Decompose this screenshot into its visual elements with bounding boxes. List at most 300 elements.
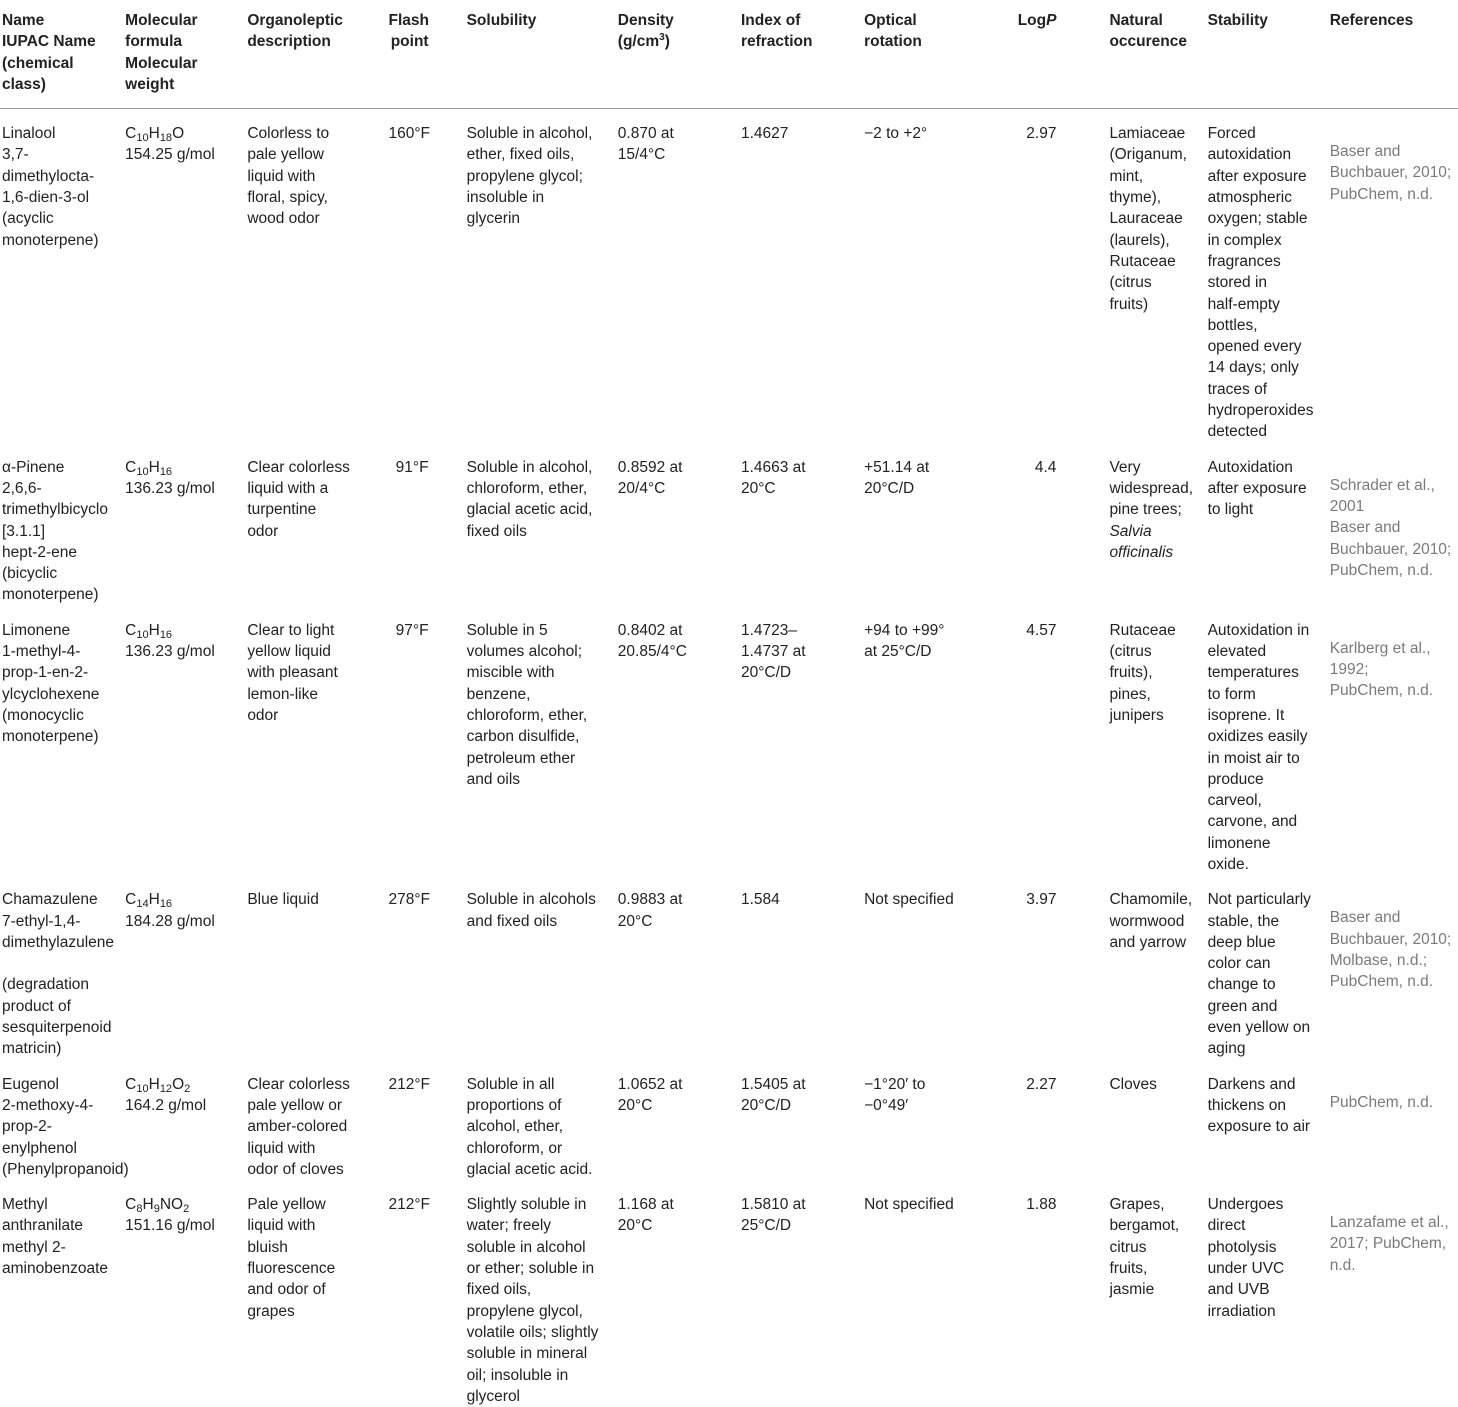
- cell-line: 3,7-: [2, 146, 29, 164]
- cell-line: soluble in alcohol: [466, 1238, 586, 1256]
- cell-line: ylcyclohexene: [2, 685, 100, 703]
- cell-flash-point: 212°F: [388, 1196, 431, 1214]
- cell-references: [1328, 1180, 1458, 1407]
- cell-line: opened every: [1207, 338, 1302, 356]
- cell-line: monoterpene): [2, 231, 99, 249]
- cell-line: monoterpene): [2, 728, 99, 746]
- cell-line: Forced: [1207, 125, 1256, 143]
- table-row: [0, 443, 1458, 606]
- cell-line: Methyl: [2, 1196, 48, 1214]
- cell-formula: [123, 109, 245, 443]
- cell-line: carbon disulfide,: [466, 728, 580, 746]
- cell-line: elevated: [1207, 643, 1267, 661]
- cell-line: +51.14 at: [864, 458, 930, 476]
- cell-line: Very: [1109, 458, 1141, 476]
- cell-line: 25°C/D: [740, 1217, 792, 1235]
- cell-organoleptic: [245, 1180, 386, 1407]
- cell-flash-point: 212°F: [388, 1075, 431, 1093]
- cell-line: PubChem, n.d.: [1329, 185, 1434, 203]
- cell-line: dimethylazulene: [2, 933, 115, 951]
- cell-line: 1.168 at: [617, 1196, 674, 1214]
- cell-line: citrus: [1109, 1238, 1147, 1256]
- cell-line: limonene: [1207, 834, 1271, 852]
- cell-line: 20°C/D: [740, 664, 792, 682]
- cell-line: direct: [1207, 1217, 1246, 1235]
- cell-line: Eugenol: [2, 1075, 59, 1093]
- cell-name: [0, 606, 123, 876]
- cell-line: detected: [1207, 423, 1268, 441]
- cell-line: and fixed oils: [466, 912, 558, 930]
- cell-name: [0, 875, 123, 1059]
- header-row: [0, 0, 1458, 109]
- cell-line: trimethylbicyclo: [2, 501, 108, 519]
- cell-line: (bicyclic: [2, 565, 58, 583]
- cell-flash-point: 97°F: [395, 621, 429, 639]
- cell-line: benzene,: [466, 685, 531, 703]
- cell-line: chloroform, ether,: [466, 706, 588, 724]
- cell-line: aminobenzoate: [2, 1260, 108, 1278]
- cell-optical-rotation: [862, 109, 993, 443]
- molecular-formula: $C_8H_9NO_2$: [125, 1196, 190, 1216]
- cell-solubility: [465, 875, 616, 1059]
- cell-line: 1-methyl-4-: [2, 643, 81, 661]
- cell-line: oxygen; stable: [1207, 210, 1308, 228]
- cell-line: 1.5810 at: [740, 1196, 806, 1214]
- cell-line: −0°49′: [864, 1096, 909, 1114]
- cell-line: Clear colorless: [247, 458, 350, 476]
- cell-line: fixed oils: [466, 522, 527, 540]
- cell-line: with pleasant: [247, 664, 338, 682]
- header-flash-point: Flash point: [387, 0, 465, 109]
- cell-line: Baser and: [1329, 519, 1401, 537]
- cell-line: 0.8592 at: [617, 458, 683, 476]
- molecular-weight: 151.16 g/mol: [125, 1217, 215, 1235]
- cell-line: to light: [1207, 501, 1254, 519]
- cell-line: 15/4°C: [617, 146, 666, 164]
- cell-line: miscible with: [466, 664, 555, 682]
- cell-line: in moist air to: [1207, 749, 1300, 767]
- cell-line: liquid with: [247, 167, 316, 185]
- table-row: [0, 1180, 1458, 1407]
- cell-density: [616, 875, 739, 1059]
- cell-line: pines,: [1109, 685, 1151, 703]
- cell-line: 1.584: [740, 891, 780, 909]
- cell-optical-rotation: [862, 606, 993, 876]
- cell-solubility: [465, 1060, 616, 1180]
- cell-line: Buchbauer, 2010;: [1329, 164, 1452, 182]
- cell-line: insoluble in: [466, 189, 545, 207]
- cell-line: carvone, and: [1207, 813, 1298, 831]
- cell-line: Chamomile,: [1109, 891, 1193, 909]
- cell-line: atmospheric: [1207, 189, 1292, 207]
- cell-line: enylphenol: [2, 1139, 77, 1157]
- cell-line: pale yellow: [247, 146, 324, 164]
- cell-line: under UVC: [1207, 1260, 1285, 1278]
- molecular-formula: $C_{10}H_{18}O$: [125, 125, 185, 145]
- header-logp: LogP: [993, 0, 1107, 109]
- cell-line: 14 days; only: [1207, 359, 1299, 377]
- cell-line: (monocyclic: [2, 706, 84, 724]
- cell-line: 2,6,6-: [2, 479, 42, 497]
- cell-line: glycerol: [466, 1387, 521, 1405]
- cell-line: product of: [2, 997, 71, 1015]
- cell-line: 1992;: [1329, 661, 1369, 679]
- cell-stability: [1206, 875, 1328, 1059]
- cell-line: Karlberg et al.,: [1329, 639, 1431, 657]
- cell-line: Salvia: [1109, 522, 1152, 540]
- cell-line: Chamazulene: [2, 891, 98, 909]
- cell-line: fruits,: [1109, 1260, 1148, 1278]
- cell-line: or ether; soluble in: [466, 1260, 595, 1278]
- cell-line: 1.5405 at: [740, 1075, 806, 1093]
- cell-line: alcohol, ether,: [466, 1118, 564, 1136]
- cell-line: Undergoes: [1207, 1196, 1284, 1214]
- cell-optical-rotation: [862, 875, 993, 1059]
- cell-line: ether, fixed oils,: [466, 146, 575, 164]
- cell-natural-occurence: [1107, 875, 1205, 1059]
- cell-line: monoterpene): [2, 586, 99, 604]
- cell-line: Clear colorless: [247, 1075, 350, 1093]
- cell-line: 20°C/D: [864, 479, 915, 497]
- molecular-weight: 184.28 g/mol: [125, 912, 215, 930]
- cell-line: 1.0652 at: [617, 1075, 683, 1093]
- cell-line: PubChem, n.d.: [1329, 682, 1434, 700]
- cell-line: irradiation: [1207, 1302, 1276, 1320]
- cell-references: [1328, 875, 1458, 1059]
- cell-line: Soluble in 5: [466, 621, 548, 639]
- header-references: References: [1328, 0, 1458, 109]
- cell-line: and yarrow: [1109, 933, 1187, 951]
- cell-line: temperatures: [1207, 664, 1299, 682]
- cell-line: deep blue: [1207, 933, 1276, 951]
- cell-line: oxidizes easily: [1207, 728, 1308, 746]
- cell-line: Blue liquid: [247, 891, 319, 909]
- cell-line: Baser and: [1329, 143, 1401, 161]
- cell-optical-rotation: [862, 443, 993, 606]
- cell-line: and UVB: [1207, 1281, 1270, 1299]
- cell-density: [616, 109, 739, 443]
- cell-line: 1,6-dien-3-ol: [2, 189, 90, 207]
- cell-line: 1.4737 at: [740, 643, 806, 661]
- cell-line: mint,: [1109, 167, 1144, 185]
- cell-line: 0.8402 at: [617, 621, 683, 639]
- cell-line: Slightly soluble in: [466, 1196, 587, 1214]
- cell-line: odor of cloves: [247, 1160, 344, 1178]
- cell-line: proportions of: [466, 1096, 562, 1114]
- cell-line: grapes: [247, 1302, 295, 1320]
- cell-line: Buchbauer, 2010;: [1329, 930, 1452, 948]
- header-stability: Stability: [1206, 0, 1328, 109]
- cell-line: 20.85/4°C: [617, 643, 687, 661]
- cell-line: Rutaceae: [1109, 621, 1176, 639]
- cell-line: thickens on: [1207, 1096, 1286, 1114]
- cell-line: photolysis: [1207, 1238, 1277, 1256]
- cell-line: PubChem, n.d.: [1329, 973, 1434, 991]
- cell-line: color can: [1207, 955, 1271, 973]
- cell-line: oxide.: [1207, 855, 1249, 873]
- cell-line: Clear to light: [247, 621, 335, 639]
- molecular-formula: $C_{10}H_{16}$: [125, 621, 173, 641]
- cell-line: Not specified: [864, 891, 954, 909]
- cell-line: (Origanum,: [1109, 146, 1187, 164]
- cell-density: [616, 1060, 739, 1180]
- cell-optical-rotation: [862, 1060, 993, 1180]
- cell-line: Grapes,: [1109, 1196, 1165, 1214]
- cell-organoleptic: [245, 606, 386, 876]
- cell-refraction: [739, 443, 862, 606]
- cell-line: Cloves: [1109, 1075, 1157, 1093]
- cell-line: and odor of: [247, 1281, 326, 1299]
- cell-line: Limonene: [2, 621, 71, 639]
- cell-line: prop-1-en-2-: [2, 664, 89, 682]
- cell-refraction: [739, 109, 862, 443]
- cell-natural-occurence: [1107, 606, 1205, 876]
- cell-line: 20°C: [617, 1217, 653, 1235]
- cell-name: [0, 1180, 123, 1407]
- table-body: [0, 109, 1458, 1407]
- cell-flash-point: 91°F: [395, 458, 429, 476]
- cell-line: lemon-like: [247, 685, 318, 703]
- cell-line: green and: [1207, 997, 1278, 1015]
- cell-line: PubChem, n.d.: [1329, 561, 1434, 579]
- cell-line: Lanzafame et al.,: [1329, 1214, 1449, 1232]
- cell-line: water; freely: [466, 1217, 552, 1235]
- cell-solubility: [465, 1180, 616, 1407]
- cell-line: fruits),: [1109, 664, 1153, 682]
- cell-line: propylene glycol,: [466, 1302, 583, 1320]
- cell-refraction: [739, 1180, 862, 1407]
- cell-line: in complex: [1207, 231, 1282, 249]
- cell-name: [0, 443, 123, 606]
- header-density: Density $(g/cm^3)$: [616, 0, 739, 109]
- cell-stability: [1206, 109, 1328, 443]
- cell-line: Soluble in alcohol,: [466, 125, 593, 143]
- cell-references: [1328, 606, 1458, 876]
- cell-line: bluish: [247, 1238, 288, 1256]
- cell-line: −2 to +2°: [864, 125, 928, 143]
- cell-line: change to: [1207, 976, 1276, 994]
- cell-refraction: [739, 606, 862, 876]
- cell-logp: 4.57: [1026, 621, 1057, 639]
- cell-line: fragrances: [1207, 252, 1281, 270]
- cell-line: liquid with: [247, 1139, 316, 1157]
- cell-refraction: [739, 875, 862, 1059]
- cell-line: widespread,: [1109, 479, 1194, 497]
- cell-line: 20°C: [617, 1096, 653, 1114]
- cell-line: 2017; PubChem,: [1329, 1235, 1447, 1253]
- cell-formula: [123, 875, 245, 1059]
- cell-line: 0.870 at: [617, 125, 674, 143]
- cell-line: officinalis: [1109, 543, 1174, 561]
- cell-solubility: [465, 606, 616, 876]
- cell-line: methyl 2-: [2, 1238, 66, 1256]
- cell-stability: [1206, 1180, 1328, 1407]
- cell-line: α-Pinene: [2, 458, 65, 476]
- cell-line: Buchbauer, 2010;: [1329, 540, 1452, 558]
- cell-line: 1.4723–: [740, 621, 797, 639]
- cell-name: [0, 109, 123, 443]
- cell-line: pale yellow or: [247, 1096, 343, 1114]
- cell-line: PubChem, n.d.: [1329, 1093, 1434, 1111]
- cell-natural-occurence: [1107, 1060, 1205, 1180]
- cell-line: Soluble in alcohols: [466, 891, 596, 909]
- cell-line: (Phenylpropanoid): [2, 1160, 129, 1178]
- cell-line: amber-colored: [247, 1118, 348, 1136]
- cell-organoleptic: [245, 109, 386, 443]
- cell-line: odor: [247, 706, 279, 724]
- cell-organoleptic: [245, 875, 386, 1059]
- cell-line: 1.4663 at: [740, 458, 806, 476]
- cell-organoleptic: [245, 443, 386, 606]
- cell-stability: [1206, 606, 1328, 876]
- cell-line: Pale yellow: [247, 1196, 326, 1214]
- cell-line: pine trees;: [1109, 501, 1182, 519]
- cell-natural-occurence: [1107, 109, 1205, 443]
- cell-line: Soluble in alcohol,: [466, 458, 593, 476]
- cell-line: and oils: [466, 770, 521, 788]
- cell-line: 0.9883 at: [617, 891, 683, 909]
- cell-logp: 4.4: [1034, 458, 1057, 476]
- cell-line: chloroform, ether,: [466, 479, 588, 497]
- cell-line: Rutaceae: [1109, 252, 1176, 270]
- cell-line: fruits): [1109, 295, 1149, 313]
- cell-line: fluorescence: [247, 1260, 336, 1278]
- molecular-formula: $C_{10}H_{16}$: [125, 458, 173, 478]
- cell-stability: [1206, 443, 1328, 606]
- cell-line: liquid with: [247, 1217, 316, 1235]
- header-optical-rotation: Optical rotation: [862, 0, 993, 109]
- cell-line: produce: [1207, 770, 1264, 788]
- cell-line: turpentine: [247, 501, 317, 519]
- cell-natural-occurence: [1107, 443, 1205, 606]
- cell-formula: [123, 443, 245, 606]
- cell-line: hydroperoxides: [1207, 402, 1314, 420]
- cell-line: exposure to air: [1207, 1118, 1311, 1136]
- molecular-weight: 136.23 g/mol: [125, 643, 215, 661]
- cell-formula: [123, 1180, 245, 1407]
- cell-line: after exposure: [1207, 479, 1307, 497]
- cell-line: hept-2-ene: [2, 543, 77, 561]
- cell-line: 20°C: [617, 912, 653, 930]
- cell-line: stored in: [1207, 274, 1268, 292]
- cell-line: half-empty: [1207, 295, 1280, 313]
- cell-line: anthranilate: [2, 1217, 84, 1235]
- cell-line: −1°20′ to: [864, 1075, 926, 1093]
- cell-line: isoprene. It: [1207, 706, 1285, 724]
- cell-line: bottles,: [1207, 316, 1258, 334]
- cell-line: oil; insoluble in: [466, 1366, 569, 1384]
- molecular-weight: 154.25 g/mol: [125, 146, 215, 164]
- cell-line: (citrus: [1109, 643, 1152, 661]
- cell-flash-point: 278°F: [388, 891, 431, 909]
- cell-line: chloroform, or: [466, 1139, 563, 1157]
- cell-line: [3.1.1]: [2, 522, 46, 540]
- cell-stability: [1206, 1060, 1328, 1180]
- header-refraction: Index of refraction: [739, 0, 862, 109]
- cell-line: Linalool: [2, 125, 56, 143]
- cell-line: (laurels),: [1109, 231, 1170, 249]
- cell-natural-occurence: [1107, 1180, 1205, 1407]
- cell-line: sesquiterpenoid: [2, 1019, 112, 1037]
- cell-line: Darkens and: [1207, 1075, 1296, 1093]
- cell-line: Autoxidation in: [1207, 621, 1310, 639]
- cell-line: wood odor: [247, 210, 320, 228]
- cell-line: matricin): [2, 1040, 62, 1058]
- cell-solubility: [465, 109, 616, 443]
- cell-references: [1328, 443, 1458, 606]
- cell-line: glycerin: [466, 210, 521, 228]
- header-solubility: Solubility: [465, 0, 616, 109]
- cell-line: Baser and: [1329, 909, 1401, 927]
- cell-line: glacial acetic acid.: [466, 1160, 593, 1178]
- cell-logp: 1.88: [1026, 1196, 1057, 1214]
- cell-density: [616, 1180, 739, 1407]
- cell-line: 20°C/D: [740, 1096, 792, 1114]
- cell-line: propylene glycol;: [466, 167, 583, 185]
- cell-line: n.d.: [1329, 1256, 1356, 1274]
- molecular-formula: $C_{14}H_{16}$: [125, 891, 173, 911]
- cell-references: [1328, 1060, 1458, 1180]
- cell-line: aging: [1207, 1040, 1246, 1058]
- cell-line: carveol,: [1207, 792, 1262, 810]
- cell-line: Lamiaceae: [1109, 125, 1186, 143]
- header-natural-occurence: Natural occurence: [1107, 0, 1205, 109]
- cell-line: Schrader et al.,: [1329, 476, 1435, 494]
- molecular-weight: 164.2 g/mol: [125, 1096, 207, 1114]
- cell-refraction: [739, 1060, 862, 1180]
- cell-line: junipers: [1109, 706, 1164, 724]
- cell-line: (acyclic: [2, 210, 54, 228]
- cell-organoleptic: [245, 1060, 386, 1180]
- table-row: [0, 1060, 1458, 1180]
- cell-name: [0, 1060, 129, 1180]
- cell-line: after exposure: [1207, 167, 1307, 185]
- cell-line: Not specified: [864, 1196, 954, 1214]
- cell-line: volatile oils; slightly: [466, 1323, 599, 1341]
- cell-logp: 3.97: [1026, 891, 1057, 909]
- table-row: [0, 606, 1458, 876]
- cell-formula: [123, 1060, 245, 1180]
- cell-density: [616, 606, 739, 876]
- header-organoleptic: Organoleptic description: [245, 0, 386, 109]
- header-formula: Molecular formula Molecular weight: [123, 0, 245, 109]
- cell-line: prop-2-: [2, 1118, 52, 1136]
- cell-line: dimethylocta-: [2, 167, 95, 185]
- cell-line: 7-ethyl-1,4-: [2, 912, 81, 930]
- cell-line: Colorless to: [247, 125, 330, 143]
- cell-line: liquid with a: [247, 479, 329, 497]
- cell-line: wormwood: [1109, 912, 1185, 930]
- cell-formula: [123, 606, 245, 876]
- cell-line: bergamot,: [1109, 1217, 1180, 1235]
- cell-line: soluble in mineral: [466, 1345, 588, 1363]
- cell-line: even yellow on: [1207, 1019, 1311, 1037]
- cell-line: (degradation: [2, 976, 90, 994]
- cell-line: petroleum ether: [466, 749, 576, 767]
- cell-line: odor: [247, 522, 279, 540]
- cell-line: stable, the: [1207, 912, 1280, 930]
- header-name: Name IUPAC Name (chemical class): [0, 0, 123, 109]
- cell-line: traces of: [1207, 380, 1268, 398]
- cell-optical-rotation: [862, 1180, 993, 1407]
- cell-line: autoxidation: [1207, 146, 1292, 164]
- cell-line: 20°C: [740, 479, 776, 497]
- cell-flash-point: 160°F: [388, 125, 431, 143]
- cell-line: 2001: [1329, 497, 1365, 515]
- cell-line: fixed oils,: [466, 1281, 532, 1299]
- cell-line: Lauraceae: [1109, 210, 1183, 228]
- cell-line: to form: [1207, 685, 1256, 703]
